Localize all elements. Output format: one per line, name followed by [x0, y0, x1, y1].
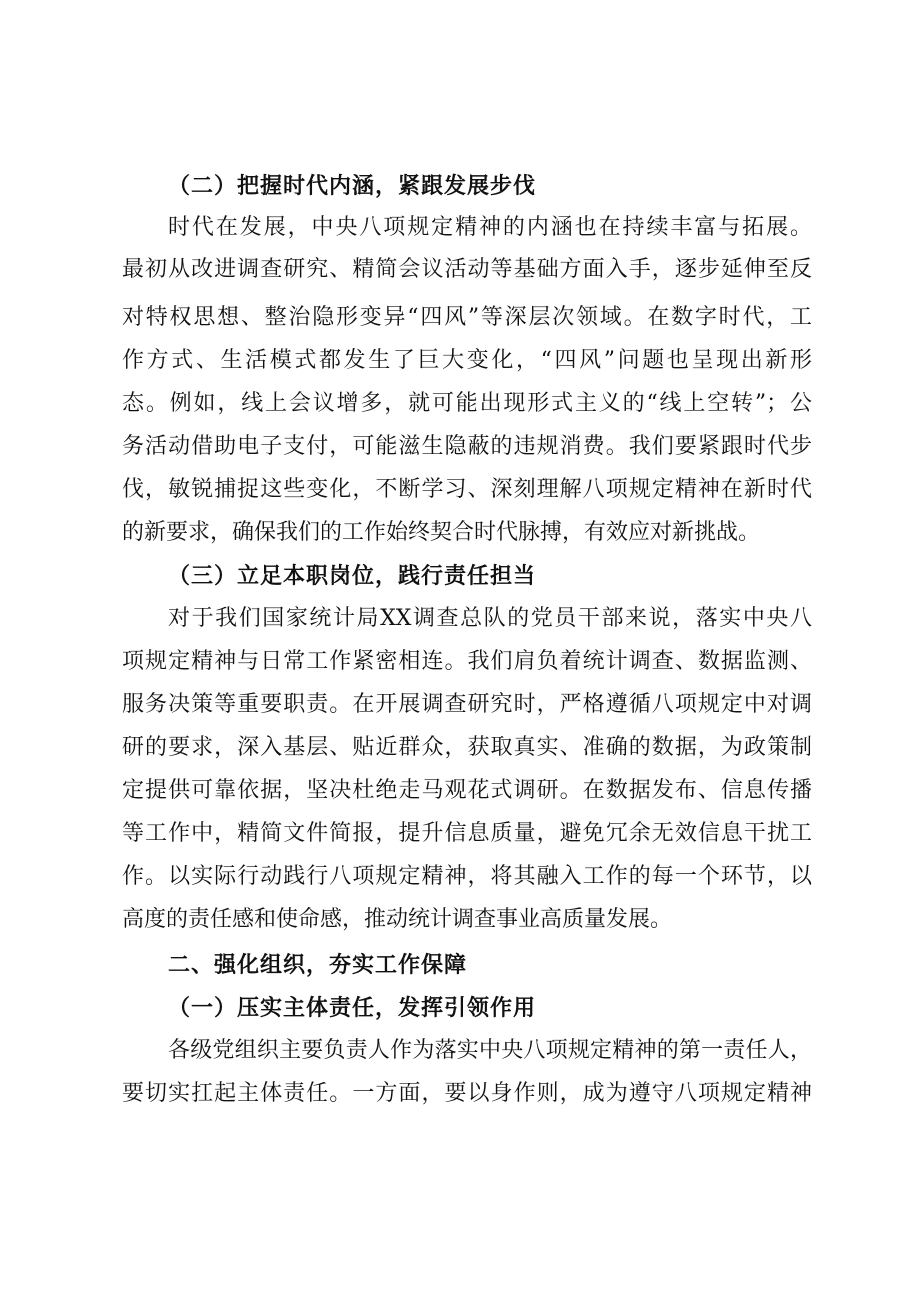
paragraph-line: 要切实扛起主体责任。一方面，要以身作则，成为遵守八项规定精神 — [122, 1081, 812, 1106]
chapter-heading: 二、强化组织，夯实工作保障 — [168, 952, 468, 978]
paragraph-line: 对于我们国家统计局XX调查总队的党员干部来说，落实中央八 — [168, 606, 812, 631]
paragraph-line: 态。例如，线上会议增多，就可能出现形式主义的“线上空转”；公 — [122, 391, 812, 416]
paragraph-line: 伐，敏锐捕捉这些变化，不断学习、深刻理解八项规定精神在新时代 — [122, 477, 812, 502]
paragraph-line: 时代在发展，中央八项规定精神的内涵也在持续丰富与拓展。 — [168, 215, 812, 240]
section-heading: （三）立足本职岗位，践行责任担当 — [168, 563, 537, 589]
paragraph-line: 项规定精神与日常工作紧密相连。我们肩负着统计调查、数据监测、 — [122, 649, 812, 674]
paragraph-line: 作。以实际行动践行八项规定精神，将其融入工作的每一个环节，以 — [122, 864, 812, 889]
paragraph-line: 对特权思想、整治隐形变异“四风”等深层次领域。在数字时代，工 — [122, 305, 812, 330]
paragraph-line: 作方式、生活模式都发生了巨大变化，“四风”问题也呈现出新形 — [122, 348, 812, 373]
paragraph-line: 务活动借助电子支付，可能滋生隐蔽的违规消费。我们要紧跟时代步 — [122, 434, 812, 459]
paragraph-line: 研的要求，深入基层、贴近群众，获取真实、准确的数据，为政策制 — [122, 735, 812, 760]
section-heading: （二）把握时代内涵，紧跟发展步伐 — [168, 173, 537, 199]
paragraph-line: 各级党组织主要负责人作为落实中央八项规定精神的第一责任人， — [168, 1038, 812, 1063]
paragraph-line: 高度的责任感和使命感，推动统计调查事业高质量发展。 — [122, 907, 673, 932]
paragraph-line: 最初从改进调查研究、精简会议活动等基础方面入手，逐步延伸至反 — [122, 257, 812, 282]
section-heading: （一）压实主体责任，发挥引领作用 — [168, 995, 537, 1021]
paragraph-line: 定提供可靠依据，坚决杜绝走马观花式调研。在数据发布、信息传播 — [122, 778, 812, 803]
paragraph-line: 服务决策等重要职责。在开展调查研究时，严格遵循八项规定中对调 — [122, 692, 812, 717]
paragraph-line: 的新要求，确保我们的工作始终契合时代脉搏，有效应对新挑战。 — [122, 520, 761, 545]
paragraph-line: 等工作中，精简文件简报，提升信息质量，避免冗余无效信息干扰工 — [122, 821, 812, 846]
